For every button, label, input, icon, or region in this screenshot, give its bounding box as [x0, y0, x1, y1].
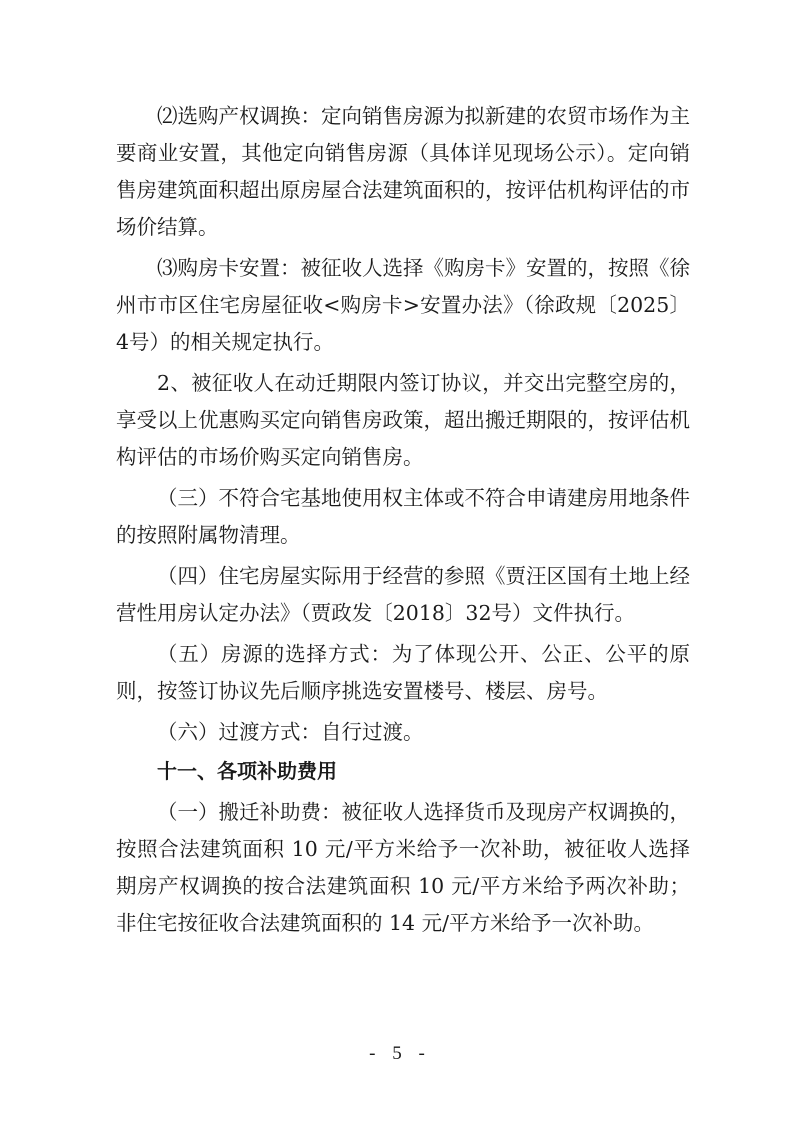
- paragraph-housing-card: ⑶购房卡安置：被征收人选择《购房卡》安置的，按照《徐州市市区住宅房屋征收<购房卡>安置办法》（徐政规〔2025〕4号）的相关规定执行。: [116, 256, 690, 354]
- paragraph-item-four: （四）住宅房屋实际用于经营的参照《贾汪区国有土地上经营性用房认定办法》（贾政发〔2018〕32号）文件执行。: [116, 564, 690, 625]
- document-body: [116, 98, 690, 942]
- section-heading: 十一、各项补助费用: [157, 759, 337, 783]
- page-number: - 5 -: [369, 1043, 431, 1064]
- paragraph-item-six: （六）过渡方式：自行过渡。: [157, 720, 424, 744]
- paragraph-relocation-subsidy: （一）搬迁补助费：被征收人选择货币及现房产权调换的，按照合法建筑面积 10 元/平方米给予一次补助，被征收人选择期房产权调换的按合法建筑面积 10 元/平方米给予两次补助；非住宅按征收合法建筑面积的 14 元/平方米给予一次补助。: [116, 800, 690, 935]
- paragraph-property-exchange: ⑵选购产权调换：定向销售房源为拟新建的农贸市场作为主要商业安置，其他定向销售房源（具体详见现场公示）。定向销售房建筑面积超出原房屋合法建筑面积的，按评估机构评估的市场价结算。: [116, 104, 690, 239]
- paragraph-item-five: （五）房源的选择方式：为了体现公开、公正、公平的原则，按签订协议先后顺序挑选安置楼号、楼层、房号。: [116, 642, 690, 703]
- paragraph-relocation-deadline: 2、被征收人在动迁期限内签订协议，并交出完整空房的，享受以上优惠购买定向销售房政策，超出搬迁期限的，按评估机构评估的市场价购买定向销售房。: [116, 371, 690, 469]
- paragraph-item-three: （三）不符合宅基地使用权主体或不符合申请建房用地条件的按照附属物清理。: [116, 486, 690, 547]
